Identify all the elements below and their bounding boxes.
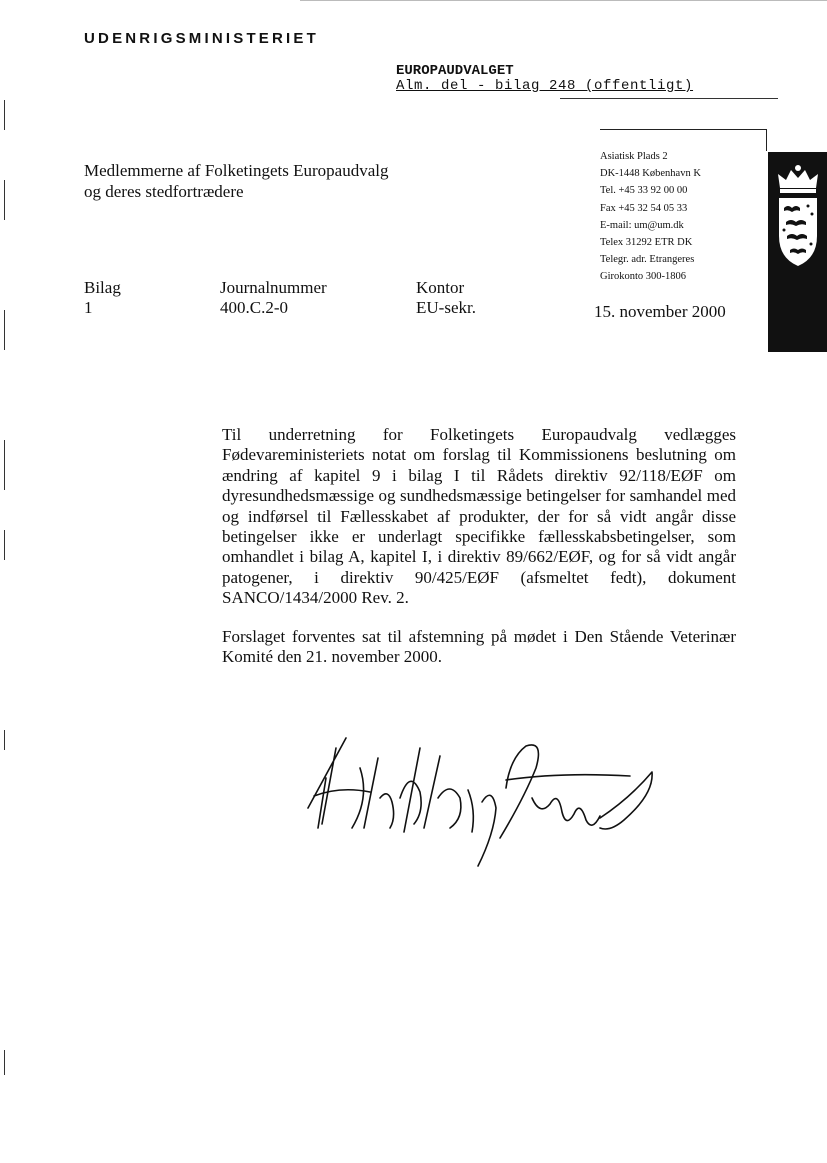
scan-edge-mark bbox=[4, 310, 5, 350]
office-value: EU-sekr. bbox=[416, 298, 476, 317]
stamp-underline bbox=[560, 98, 778, 99]
address-line: Telex 31292 ETR DK bbox=[600, 237, 693, 249]
office-field bbox=[416, 278, 476, 318]
address-line: Asiatisk Plads 2 bbox=[600, 151, 668, 162]
letter-date: 15. november 2000 bbox=[594, 302, 726, 321]
stamp-reference: Alm. del - bilag 248 (offentligt) bbox=[396, 78, 694, 94]
bilag-field bbox=[84, 278, 121, 318]
office-label: Kontor bbox=[416, 278, 465, 297]
journal-label: Journalnummer bbox=[220, 278, 327, 297]
address-line: Girokonto 300-1806 bbox=[600, 271, 687, 283]
address-line: Tel. +45 33 92 00 00 bbox=[600, 185, 688, 197]
scan-edge-mark bbox=[4, 100, 5, 130]
scan-edge-mark bbox=[4, 1050, 5, 1075]
journal-value: 400.C.2-0 bbox=[220, 298, 288, 317]
address-line: E-mail: um@um.dk bbox=[600, 219, 684, 231]
body-paragraph: Forslaget forventes sat til afstemning på mødet i Den Stående Veterinær Komité den 21. november 2000. bbox=[222, 626, 736, 667]
scan-edge-mark bbox=[4, 180, 5, 220]
ministry-name: UDENRIGSMINISTERIET bbox=[84, 30, 319, 47]
address-line: Fax +45 32 54 05 33 bbox=[600, 202, 688, 214]
scan-top-rule bbox=[300, 0, 827, 1]
scan-edge-mark bbox=[4, 730, 5, 750]
danish-coat-of-arms-icon bbox=[774, 162, 822, 275]
journal-field bbox=[220, 278, 327, 318]
committee-stamp bbox=[396, 64, 693, 94]
sender-address bbox=[600, 148, 701, 286]
scan-edge-mark bbox=[4, 530, 5, 560]
bilag-value: 1 bbox=[84, 298, 93, 317]
stamp-title: EUROPAUDVALGET bbox=[396, 63, 514, 79]
recipient-line: og deres stedfortrædere bbox=[84, 182, 244, 201]
recipient-block bbox=[84, 160, 389, 202]
handwritten-signature bbox=[300, 728, 660, 873]
address-rule-side bbox=[766, 129, 767, 151]
letter-body bbox=[222, 425, 736, 685]
scan-edge-mark bbox=[4, 440, 5, 490]
body-paragraph: Til underretning for Folketingets Europaudvalg vedlægges Fødevareministeriets notat om forslag til Kommissionens beslutning om ændring af kapitel 9 i bilag I til Rådets direktiv 92/118/EØF om dyresundhedsmæssige og sundhedsmæssige betingelser for samhandel med og indførsel til Fællesskabet af produkter, der for så vidt angår disse betingelser ikke er underlagt specifikke fællesskabsbetingelser, som omhandlet i bilag A, kapitel I, i direktiv 89/662/EØF, og for så vidt angår patogener, i direktiv 90/425/EØF (afsmeltet fedt), dokument SANCO/1434/2000 Rev. 2. bbox=[222, 425, 736, 608]
bilag-label: Bilag bbox=[84, 278, 121, 297]
address-line: Telegr. adr. Etrangeres bbox=[600, 254, 695, 266]
address-line: DK-1448 København K bbox=[600, 168, 701, 180]
recipient-line: Medlemmerne af Folketingets Europaudvalg bbox=[84, 161, 389, 180]
address-rule bbox=[600, 129, 766, 130]
